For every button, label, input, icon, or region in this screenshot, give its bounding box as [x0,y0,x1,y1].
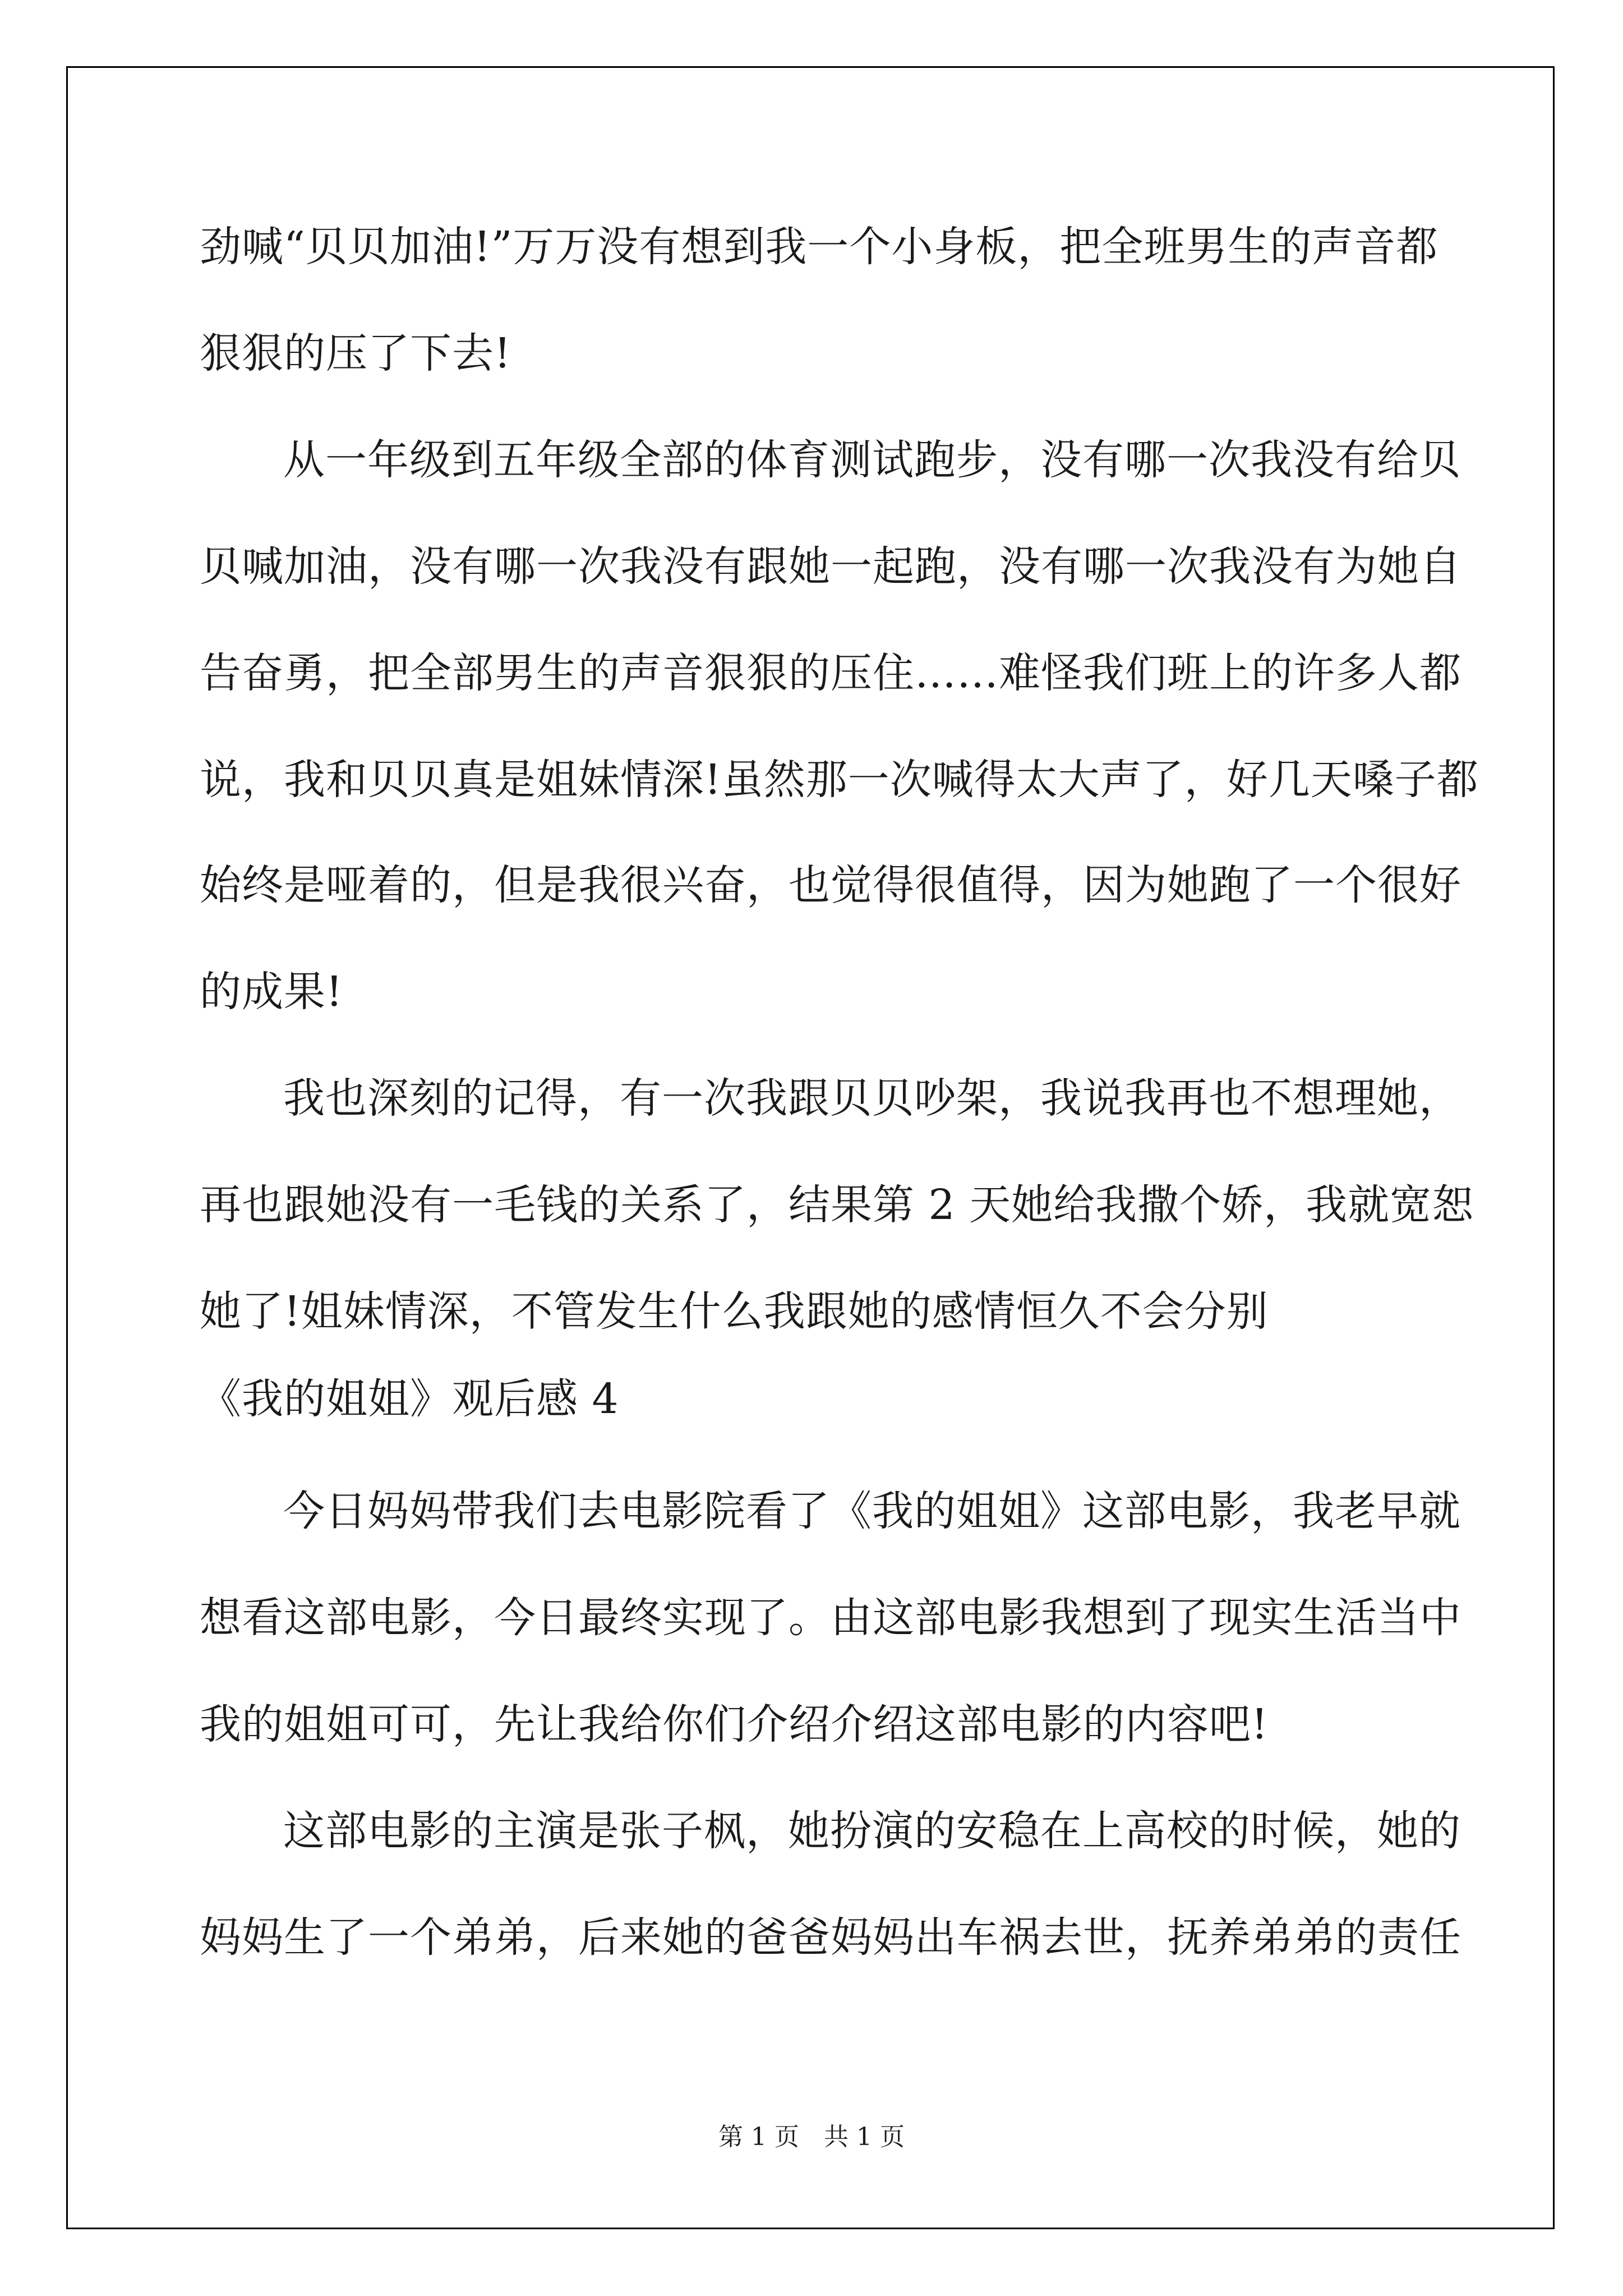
paragraph-line: 贝喊加油，没有哪一次我没有跟她一起跑，没有哪一次我没有为她自 [200,542,1461,591]
paragraph-line: 她了!姐妹情深，不管发生什么我跟她的感情恒久不会分别 [200,1287,1269,1336]
paragraph-line: 妈妈生了一个弟弟，后来她的爸爸妈妈出车祸去世，抚养弟弟的责任 [200,1913,1461,1962]
page-number: 第 1 页 共 1 页 [718,2123,905,2151]
paragraph-line: 今日妈妈带我们去电影院看了《我的姐姐》这部电影，我老早就 [283,1487,1461,1535]
paragraph-line: 从一年级到五年级全部的体育测试跑步，没有哪一次我没有给贝 [283,436,1461,484]
paragraph-line: 说，我和贝贝真是姐妹情深!虽然那一次喊得太大声了，好几天嗓子都 [200,756,1479,804]
paragraph-line: 我也深刻的记得，有一次我跟贝贝吵架，我说我再也不想理她， [283,1074,1461,1122]
paragraph-line: 告奋勇，把全部男生的声音狠狠的压住……难怪我们班上的许多人都 [200,649,1461,697]
paragraph-line: 劲喊“贝贝加油!”万万没有想到我一个小身板，把全班男生的声音都 [200,223,1438,271]
section-heading: 《我的姐姐》观后感 4 [200,1375,619,1423]
paragraph-line: 始终是哑着的，但是我很兴奋，也觉得很值得，因为她跑了一个很好 [200,861,1461,909]
paragraph-line: 的成果! [200,968,343,1016]
page-border [66,66,1555,2229]
paragraph-line: 再也跟她没有一毛钱的关系了，结果第 2 天她给我撒个娇，我就宽恕 [200,1181,1474,1229]
paragraph-line: 这部电影的主演是张子枫，她扮演的安稳在上高校的时候，她的 [283,1807,1461,1855]
paragraph-line: 我的姐姐可可，先让我给你们介绍介绍这部电影的内容吧! [200,1700,1269,1749]
paragraph-line: 狠狠的压了下去! [200,329,511,378]
paragraph-line: 想看这部电影，今日最终实现了。由这部电影我想到了现实生活当中 [200,1594,1461,1642]
